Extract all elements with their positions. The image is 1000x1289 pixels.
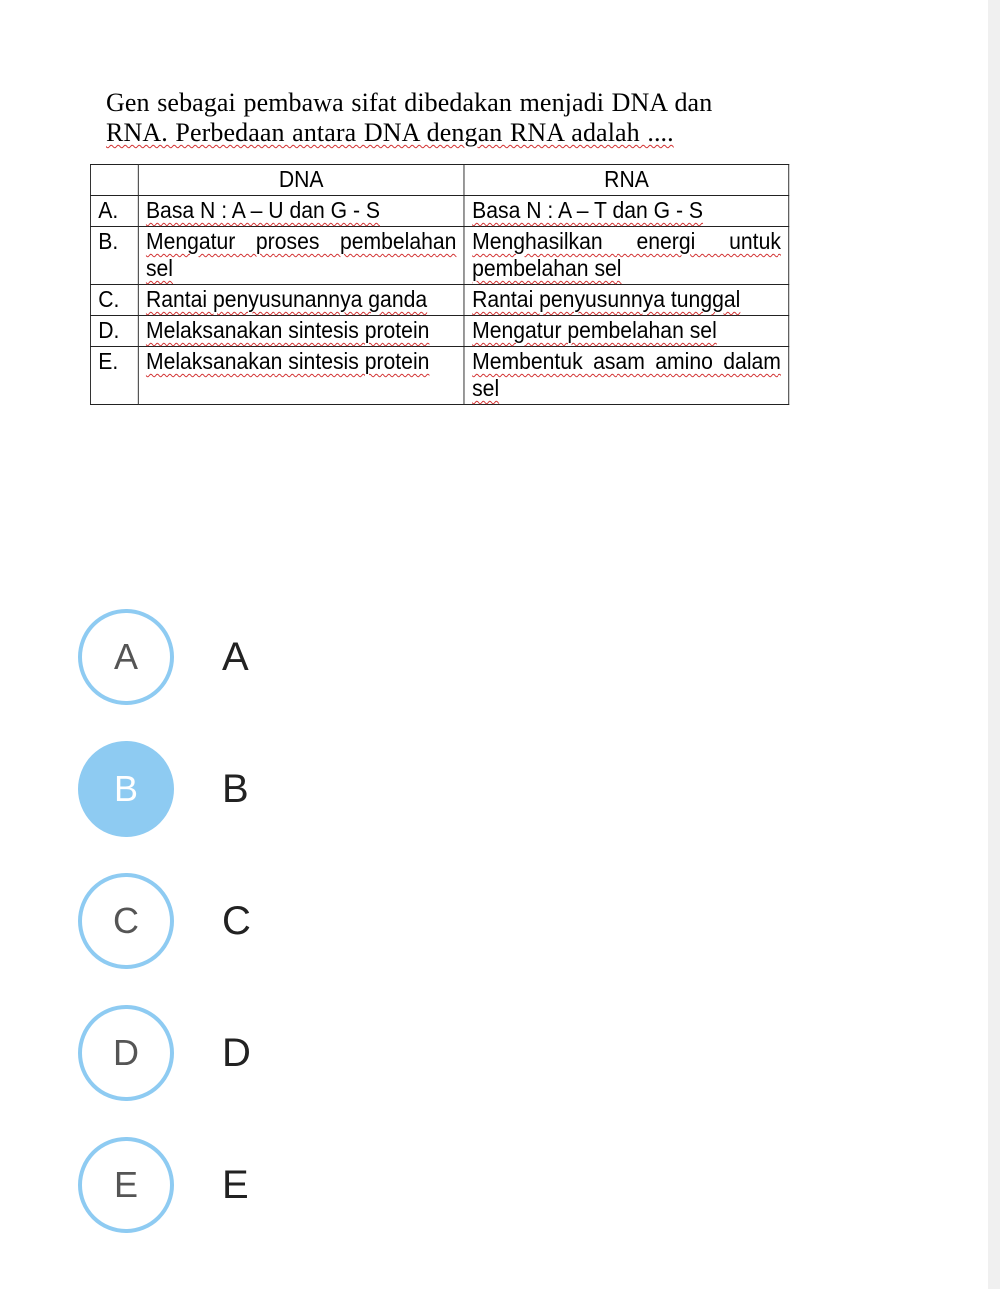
option-a-label[interactable]: A: [222, 634, 249, 679]
table-cell-rna: Basa N : A – T dan G - S: [464, 196, 788, 227]
option-d[interactable]: [78, 1005, 478, 1101]
option-a[interactable]: [78, 609, 478, 705]
question-line-2: RNA. Perbedaan antara DNA dengan RNA adalah ....: [106, 118, 674, 147]
option-d-bubble[interactable]: D: [78, 1005, 174, 1101]
table-row: [90, 347, 788, 405]
option-b[interactable]: [78, 741, 478, 837]
option-e-label[interactable]: E: [222, 1162, 249, 1207]
table-cell-rna: Membentuk asam amino dalam sel: [464, 347, 788, 405]
table-header-key: [90, 165, 138, 196]
option-a-bubble[interactable]: A: [78, 609, 174, 705]
option-c-bubble[interactable]: C: [78, 873, 174, 969]
table-row: [90, 285, 788, 316]
option-c-label[interactable]: C: [222, 898, 251, 943]
table-cell-key: C.: [90, 285, 138, 316]
table-cell-dna: Melaksanakan sintesis protein: [138, 316, 464, 347]
table-cell-key: A.: [90, 196, 138, 227]
table-cell-rna: Menghasilkan energi untuk pembelahan sel: [464, 227, 788, 285]
table-cell-key: B.: [90, 227, 138, 285]
table-cell-dna: Melaksanakan sintesis protein: [138, 347, 464, 405]
table-row: [90, 196, 788, 227]
option-e[interactable]: [78, 1137, 478, 1233]
table-cell-key: E.: [90, 347, 138, 405]
table-header-dna: DNA: [138, 165, 464, 196]
question-line-1: Gen sebagai pembawa sifat dibedakan menjadi DNA dan: [106, 88, 713, 117]
option-b-label[interactable]: B: [222, 766, 249, 811]
table-header-row: [90, 165, 788, 196]
question-image: [88, 88, 863, 401]
option-c[interactable]: [78, 873, 478, 969]
table-cell-key: D.: [90, 316, 138, 347]
option-d-label[interactable]: D: [222, 1030, 251, 1075]
comparison-table: [90, 164, 789, 405]
option-b-bubble[interactable]: B: [78, 741, 174, 837]
table-cell-rna: Mengatur pembelahan sel: [464, 316, 788, 347]
table-cell-dna: Rantai penyusunannya ganda: [138, 285, 464, 316]
question-text: [106, 88, 863, 148]
table-row: [90, 316, 788, 347]
option-e-bubble[interactable]: E: [78, 1137, 174, 1233]
table-cell-dna: Mengatur proses pembelahan sel: [138, 227, 464, 285]
table-cell-rna: Rantai penyusunnya tunggal: [464, 285, 788, 316]
table-header-rna: RNA: [464, 165, 788, 196]
table-row: [90, 227, 788, 285]
scrollbar[interactable]: [988, 0, 1000, 1289]
table-cell-dna: Basa N : A – U dan G - S: [138, 196, 464, 227]
